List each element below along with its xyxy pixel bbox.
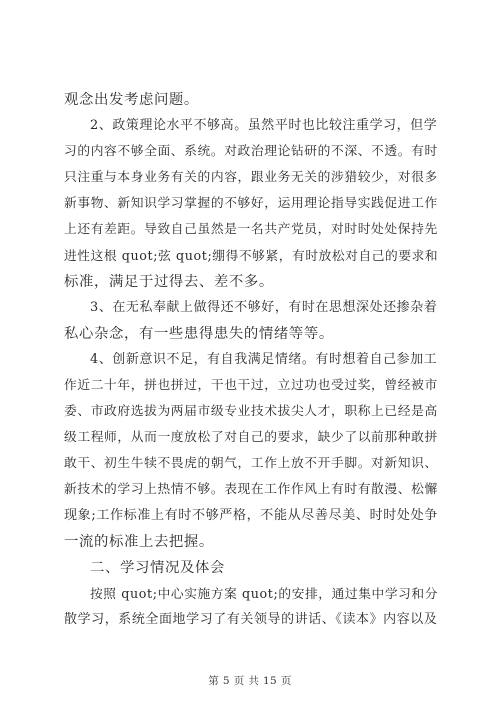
text-line: 习的内容不够全面、系统。对政治理论钻研的不深、不透。有时 [64,144,438,159]
text-line: 新技术的学习上热情不够。表现在工作作风上有时有散漫、松懈 [64,482,438,497]
text-line: 进性这根 quot;弦 quot;绷得不够紧，有时放松对自己的要求和 [64,248,439,263]
text-line: 散学习，系统全面地学习了有关领导的讲话、《读本》内容以及 [64,612,438,627]
text-line: 现象;工作标准上有时不够严格，不能从尽善尽美、时时处处争 [64,508,438,523]
text-line: 3、在无私奉献上做得还不够好，有时在思想深处还掺杂着 [90,300,438,315]
text-line: 作近二十年，拼也拼过，干也干过，立过功也受过奖，曾经被市 [64,378,438,393]
text-line: 委、市政府选拔为两届市级专业技术拔尖人才，职称上已经是高 [64,404,438,419]
text-line: 级工程师，从而一度放松了对自己的要求，缺少了以前那种敢拼 [64,430,438,445]
page-footer: 第 5 页 共 15 页 [208,675,292,687]
text-line: 私心杂念，有一些患得患失的情绪等等。 [64,326,334,342]
text-line: 观念出发考虑问题。 [64,92,199,108]
section-heading: 二、学习情况及体会 [90,560,225,576]
text-line: 新事物、新知识学习掌握的不够好，运用理论指导实践促进工作 [64,196,438,211]
text-line: 敢干、初生牛犊不畏虎的朝气，工作上放不开手脚。对新知识、 [64,456,438,471]
text-line: 上还有差距。导致自己虽然是一名共产党员，对时时处处保持先 [64,222,438,237]
text-line: 4、创新意识不足，有自我满足情绪。有时想着自己参加工 [90,352,438,367]
text-line: 一流的标准上去把握。 [64,534,214,550]
text-line: 2、政策理论水平不够高。虽然平时也比较注重学习，但学 [90,118,438,133]
text-line: 标准，满足于过得去、差不多。 [64,274,274,290]
text-line: 按照 quot;中心实施方案 quot;的安排，通过集中学习和分 [90,586,439,601]
text-line: 只注重与本身业务有关的内容，跟业务无关的涉猎较少，对很多 [64,170,438,185]
